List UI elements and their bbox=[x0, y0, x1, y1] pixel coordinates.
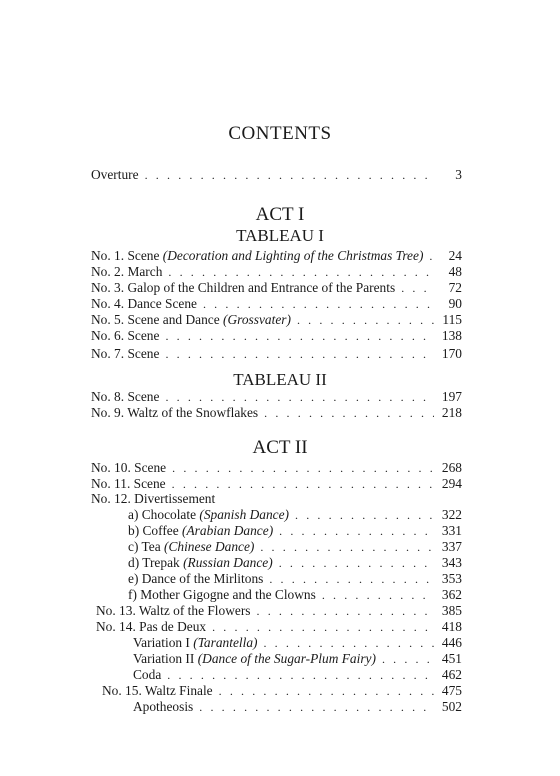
leader-dots bbox=[212, 619, 434, 635]
toc-page-number: 268 bbox=[441, 460, 462, 475]
toc-entry-overture[interactable] bbox=[91, 167, 462, 183]
toc-entry-no10[interactable] bbox=[91, 460, 462, 476]
toc-entry-label: No. 4. Dance Scene bbox=[91, 296, 197, 311]
toc-entry-no9[interactable] bbox=[91, 405, 462, 421]
toc-page-number: 48 bbox=[448, 264, 462, 279]
toc-entry-label: Coda bbox=[133, 667, 162, 682]
toc-page-number: 451 bbox=[441, 651, 462, 666]
toc-entry-label: No. 11. Scene bbox=[91, 476, 166, 491]
leader-dots bbox=[382, 651, 434, 667]
toc-page-number: 72 bbox=[448, 280, 462, 295]
toc-page-number: 294 bbox=[441, 476, 462, 491]
toc-entry-label: d) Trepak (Russian Dance) bbox=[128, 555, 273, 570]
toc-entry-label: No. 8. Scene bbox=[91, 389, 160, 404]
toc-page-number: 218 bbox=[441, 405, 462, 420]
leader-dots bbox=[165, 328, 434, 344]
toc-entry-label: Overture bbox=[91, 167, 139, 182]
toc-page-number: 418 bbox=[441, 619, 462, 634]
toc-entry-no7[interactable] bbox=[91, 346, 462, 362]
leader-dots bbox=[295, 507, 434, 523]
toc-entry-12b[interactable] bbox=[128, 523, 462, 539]
leader-dots bbox=[203, 296, 434, 312]
toc-entry-label: f) Mother Gigogne and the Clowns bbox=[128, 587, 316, 602]
toc-entry-label: No. 14. Pas de Deux bbox=[96, 619, 207, 634]
toc-page-number: 462 bbox=[441, 667, 462, 682]
toc-entry-label: No. 9. Waltz of the Snowflakes bbox=[91, 405, 259, 420]
leader-dots bbox=[199, 699, 434, 715]
toc-entry-12f[interactable] bbox=[128, 587, 462, 603]
toc-entry-variation-1[interactable] bbox=[133, 635, 462, 651]
leader-dots bbox=[165, 389, 434, 405]
toc-entry-label: No. 5. Scene and Dance (Grossvater) bbox=[91, 312, 291, 327]
leader-dots bbox=[279, 555, 434, 571]
toc-entry-label: No. 15. Waltz Finale bbox=[102, 683, 213, 698]
toc-page-number: 3 bbox=[455, 167, 462, 182]
toc-entry-label: No. 2. March bbox=[91, 264, 163, 279]
act-1-heading: ACT I bbox=[255, 204, 305, 225]
toc-entry-label: Variation I (Tarantella) bbox=[133, 635, 258, 650]
tableau-2-heading: TABLEAU II bbox=[233, 370, 327, 389]
toc-entry-no14[interactable] bbox=[96, 619, 462, 635]
toc-entry-no5[interactable] bbox=[91, 312, 462, 328]
toc-entry-no12[interactable] bbox=[91, 491, 462, 507]
toc-entry-no4[interactable] bbox=[91, 296, 462, 312]
leader-dots bbox=[429, 248, 434, 264]
toc-page-number: 343 bbox=[441, 555, 462, 570]
toc-entry-no6[interactable] bbox=[91, 328, 462, 344]
toc-entry-label: No. 1. Scene (Decoration and Lighting of the Christmas Tree) bbox=[91, 248, 424, 263]
toc-page-number: 385 bbox=[441, 603, 462, 618]
toc-entry-label: c) Tea (Chinese Dance) bbox=[128, 539, 255, 554]
toc-page-number: 353 bbox=[441, 571, 462, 586]
toc-page-number: 362 bbox=[441, 587, 462, 602]
leader-dots bbox=[257, 603, 434, 619]
toc-entry-no11[interactable] bbox=[91, 476, 462, 492]
toc-page-number: 475 bbox=[441, 683, 462, 698]
page-title: CONTENTS bbox=[228, 123, 332, 144]
toc-entry-no8[interactable] bbox=[91, 389, 462, 405]
toc-page-number: 331 bbox=[441, 523, 462, 538]
leader-dots bbox=[172, 460, 434, 476]
toc-page-number: 197 bbox=[441, 389, 462, 404]
leader-dots bbox=[297, 312, 434, 328]
toc-page-number: 502 bbox=[441, 699, 462, 714]
toc-entry-no3[interactable] bbox=[91, 280, 462, 296]
toc-entry-no15[interactable] bbox=[102, 683, 462, 699]
toc-entry-12d[interactable] bbox=[128, 555, 462, 571]
toc-entry-label: No. 10. Scene bbox=[91, 460, 167, 475]
leader-dots bbox=[401, 280, 434, 296]
toc-page-number: 138 bbox=[441, 328, 462, 343]
toc-entry-apotheosis[interactable] bbox=[133, 699, 462, 715]
leader-dots bbox=[219, 683, 434, 699]
toc-entry-no2[interactable] bbox=[91, 264, 462, 280]
toc-entry-12a[interactable] bbox=[128, 507, 462, 523]
toc-entry-no1[interactable] bbox=[91, 248, 462, 264]
toc-entry-label: Variation II (Dance of the Sugar-Plum Fairy) bbox=[133, 651, 376, 666]
leader-dots bbox=[172, 476, 434, 492]
leader-dots bbox=[145, 167, 434, 183]
toc-entry-12e[interactable] bbox=[128, 571, 462, 587]
leader-dots bbox=[263, 635, 434, 651]
toc-page-number: 115 bbox=[442, 312, 462, 327]
toc-page-number: 24 bbox=[448, 248, 462, 263]
toc-entry-label: Apotheosis bbox=[133, 699, 194, 714]
leader-dots bbox=[167, 667, 434, 683]
toc-entry-label: No. 6. Scene bbox=[91, 328, 160, 343]
leader-dots bbox=[322, 587, 434, 603]
toc-page-number: 322 bbox=[441, 507, 462, 522]
toc-entry-no13[interactable] bbox=[96, 603, 462, 619]
leader-dots bbox=[279, 523, 434, 539]
toc-entry-label: e) Dance of the Mirlitons bbox=[128, 571, 264, 586]
toc-entry-12c[interactable] bbox=[128, 539, 462, 555]
act-2-heading: ACT II bbox=[252, 437, 308, 458]
leader-dots bbox=[269, 571, 434, 587]
toc-entry-label: No. 7. Scene bbox=[91, 346, 160, 361]
toc-page-number: 90 bbox=[448, 296, 462, 311]
leader-dots bbox=[264, 405, 434, 421]
tableau-1-heading: TABLEAU I bbox=[236, 226, 324, 245]
toc-page-number: 170 bbox=[441, 346, 462, 361]
toc-page-number: 446 bbox=[441, 635, 462, 650]
toc-entry-variation-2[interactable] bbox=[133, 651, 462, 667]
toc-entry-coda[interactable] bbox=[133, 667, 462, 683]
leader-dots bbox=[165, 346, 434, 362]
leader-dots bbox=[260, 539, 434, 555]
toc-entry-label: No. 3. Galop of the Children and Entrance of the Parents bbox=[91, 280, 396, 295]
toc-page-number: 337 bbox=[441, 539, 462, 554]
toc-entry-label: a) Chocolate (Spanish Dance) bbox=[128, 507, 290, 522]
toc-entry-label: No. 12. Divertissement bbox=[91, 491, 216, 506]
toc-entry-label: b) Coffee (Arabian Dance) bbox=[128, 523, 274, 538]
toc-entry-label: No. 13. Waltz of the Flowers bbox=[96, 603, 251, 618]
leader-dots bbox=[168, 264, 434, 280]
